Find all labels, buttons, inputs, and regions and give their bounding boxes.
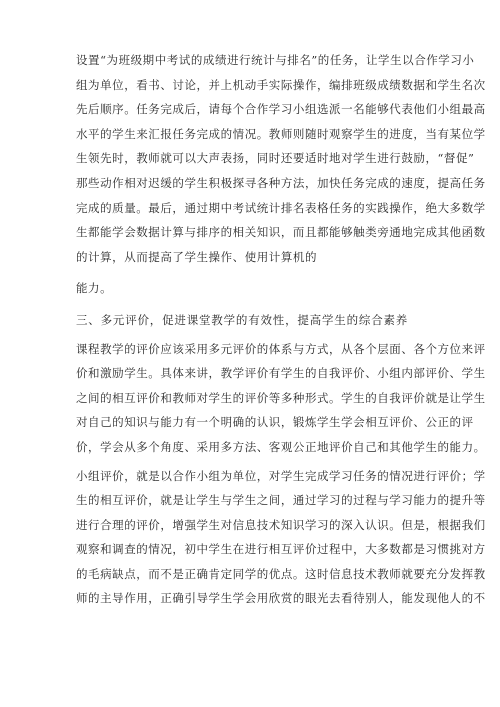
section-heading: 三、多元评价，促进课堂教学的有效性，提高学生的综合素养 xyxy=(76,312,409,327)
text-line: 师的主导作用，正确引导学生学会用欣赏的眼光去看待别人，能发现他人的不 xyxy=(76,591,486,606)
text-line: 对自己的知识与能力有一个明确的认识，锻炼学生学会相互评价、公正的评 xyxy=(76,415,474,430)
text-line: 价，学会从多个角度、采用多方法、客观公正地评价自己和其他学生的能力。 xyxy=(76,439,486,454)
text-line: 课程教学的评价应该采用多元评价的体系与方式，从各个层面、各个方位来评 xyxy=(76,341,486,356)
paragraph-evaluation-system xyxy=(76,337,486,460)
text-line: 组为单位，看书、讨论，并上机动手实际操作，编排班级成绩数据和学生名次 xyxy=(76,77,486,92)
text-line: 生领先时，教师就可以大声表扬，同时还要适时地对学生进行鼓励，“督促” xyxy=(76,151,475,166)
paragraph-tail-line: 能力。 xyxy=(76,281,113,296)
text-line: 价和激励学生。具体来讲，教学评价有学生的自我评价、小组内部评价、学生 xyxy=(76,366,486,381)
text-line: 小组评价，就是以合作小组为单位，对学生完成学习任务的情况进行评价；学 xyxy=(76,468,486,483)
text-line: 之间的相互评价和教师对学生的评价等多种形式。学生的自我评价就是让学生 xyxy=(76,390,486,405)
text-line: 生都能学会数据计算与排序的相关知识，而且都能够触类旁通地完成其他函数 xyxy=(76,225,486,240)
text-line: 那些动作相对迟缓的学生积极探寻各种方法，加快任务完成的速度，提高任务 xyxy=(76,175,486,190)
text-line: 生的相互评价，就是让学生与学生之间，通过学习的过程与学习能力的提升等 xyxy=(76,493,486,508)
text-line: 水平的学生来汇报任务完成的情况。教师则随时观察学生的进度，当有某位学 xyxy=(76,126,486,141)
paragraph-task-description xyxy=(76,48,486,269)
document-page xyxy=(76,48,486,611)
text-line: 完成的质量。最后，通过期中考试统计排名表格任务的实践操作，绝大多数学 xyxy=(76,200,486,215)
text-line: 进行合理的评价，增强学生对信息技术知识学习的深入认识。但是，根据我们 xyxy=(76,517,486,532)
paragraph-group-evaluation xyxy=(76,464,486,612)
text-line: 设置“为班级期中考试的成绩进行统计与排名”的任务，让学生以合作学习小 xyxy=(76,53,475,67)
text-line: 观察和调查的情况，初中学生在进行相互评价过程中，大多数都是习惯挑对方 xyxy=(76,542,486,557)
text-line: 先后顺序。任务完成后，请每个合作学习小组选派一名能够代表他们小组最高 xyxy=(76,102,486,117)
text-line: 的计算，从而提高了学生操作、使用计算机的 xyxy=(76,249,317,264)
text-line: 的毛病缺点，而不是正确肯定同学的优点。这时信息技术教师就要充分发挥教 xyxy=(76,566,486,581)
